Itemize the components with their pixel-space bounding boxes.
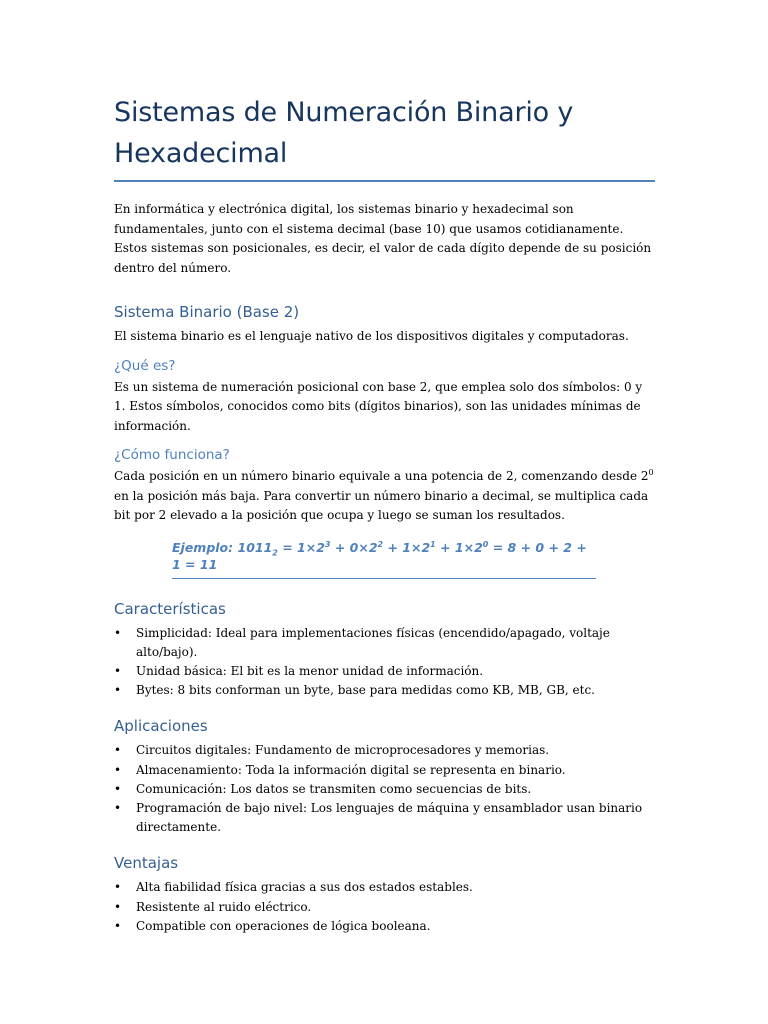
example-term-2: + 0×2 [330, 539, 378, 555]
list-item [114, 662, 655, 681]
example-subscript: 2 [272, 548, 278, 557]
bullet-icon: • [114, 625, 122, 640]
example-term-3: + 1×2 [383, 539, 431, 555]
list-item-text: Simplicidad: Ideal para implementaciones físicas (encendido/apagado, voltaje alto/bajo). [136, 625, 610, 659]
how-text-before: Cada posición en un número binario equivale a una potencia de 2, comenzando desde 2 [114, 469, 649, 483]
section-heading-features: Características [114, 599, 226, 618]
list-item-text: Unidad básica: El bit es la menor unidad de información. [136, 663, 484, 678]
features-list [114, 624, 655, 701]
subheading-what: ¿Qué es? [114, 357, 176, 374]
bullet-icon: • [114, 899, 122, 914]
list-item-text: Almacenamiento: Toda la información digital se representa en binario. [136, 762, 566, 777]
advantages-list [114, 878, 655, 936]
bullet-icon: • [114, 683, 122, 698]
how-text-after: en la posición más baja. Para convertir un número binario a decimal, se multiplica cada bit por 2 elevado a la posición que ocupa y luego se suman los resultados. [114, 488, 649, 522]
bullet-icon: • [114, 918, 122, 933]
bullet-icon: • [114, 762, 122, 777]
example-formula [172, 536, 596, 579]
example-exp-1: 3 [324, 539, 331, 549]
binary-lead-paragraph: El sistema binario es el lenguaje nativo de los dispositivos digitales y computadoras. [114, 329, 629, 343]
example-term-4: + 1×2 [435, 539, 483, 555]
list-item [114, 761, 655, 780]
bullet-icon: • [114, 880, 122, 895]
example-result: = 8 + 0 + 2 + 1 = 11 [172, 539, 587, 572]
list-item-text: Bytes: 8 bits conforman un byte, base para medidas como KB, MB, GB, etc. [136, 683, 595, 698]
bullet-icon: • [114, 743, 122, 758]
list-item [114, 681, 655, 700]
intro-paragraph: En informática y electrónica digital, los sistemas binario y hexadecimal son fundamentales, junto con el sistema decimal (base 10) que usamos cotidianamente. Estos sistemas son posicionales, es decir, el valor de cada dígito depende de su posición dentro del número. [114, 202, 652, 275]
list-item-text: Circuitos digitales: Fundamento de microprocesadores y memorias. [136, 743, 550, 758]
example-exp-2: 2 [377, 539, 384, 549]
document-page [114, 92, 655, 936]
list-item [114, 898, 655, 917]
list-item-text: Alta fiabilidad física gracias a sus dos estados estables. [136, 880, 473, 895]
list-item-text: Programación de bajo nivel: Los lenguajes de máquina y ensamblador usan binario directamente. [136, 800, 643, 835]
list-item-text: Compatible con operaciones de lógica booleana. [136, 918, 431, 933]
list-item [114, 917, 655, 936]
list-item [114, 878, 655, 897]
list-item [114, 741, 655, 760]
list-item [114, 780, 655, 799]
list-item-text: Resistente al ruido eléctrico. [136, 899, 312, 914]
example-exp-4: 0 [482, 539, 489, 549]
section-heading-applications: Aplicaciones [114, 717, 208, 736]
list-item [114, 624, 655, 662]
how-exponent: 0 [648, 468, 654, 477]
bullet-icon: • [114, 800, 122, 815]
bullet-icon: • [114, 663, 122, 678]
bullet-icon: • [114, 781, 122, 796]
example-exp-3: 1 [430, 539, 436, 549]
what-paragraph: Es un sistema de numeración posicional con base 2, que emplea solo dos símbolos: 0 y 1. Estos símbolos, conocidos como bits (dígitos binarios), son las unidades mínimas de información. [114, 379, 643, 433]
list-item-text: Comunicación: Los datos se transmiten como secuencias de bits. [136, 781, 532, 796]
example-prefix: Ejemplo: 1011 [172, 539, 273, 555]
section-heading-advantages: Ventajas [114, 854, 179, 873]
how-paragraph [114, 467, 655, 526]
page-title: Sistemas de Numeración Binario y Hexadecimal [114, 92, 655, 182]
subheading-how: ¿Cómo funciona? [114, 447, 230, 463]
list-item [114, 799, 655, 837]
example-term-1: = 1×2 [277, 539, 325, 555]
section-heading-binary: Sistema Binario (Base 2) [114, 303, 300, 321]
applications-list [114, 741, 655, 837]
